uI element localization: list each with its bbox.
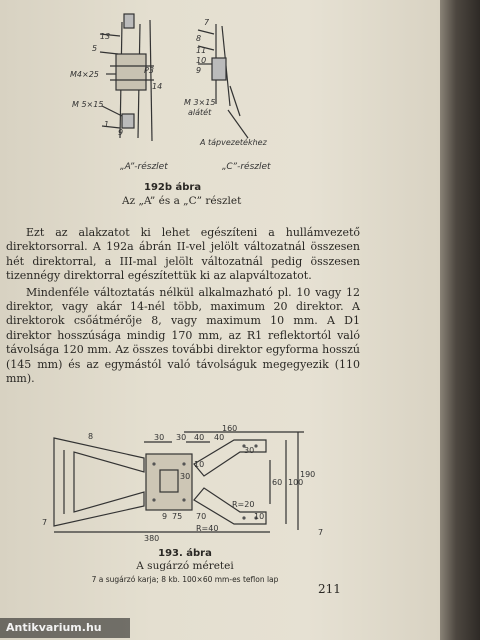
label-m4x25: M4×25 — [70, 70, 99, 79]
book-edge — [440, 0, 480, 640]
figure-193-drawing — [4, 420, 334, 540]
dim-75: 75 — [172, 512, 183, 521]
detail-c-label: „C”-részlet — [222, 162, 271, 172]
dim-30a: 30 — [154, 433, 165, 442]
dim-30b: 30 — [176, 433, 187, 442]
dim-r40: R=40 — [196, 524, 219, 533]
dim-30c: 30 — [180, 472, 191, 481]
figure-193-caption-title: 193. ábra — [158, 548, 212, 559]
figure-192b-caption-sub: Az „A” és a „C” részlet — [122, 195, 242, 207]
dim-10b: 10 — [254, 512, 265, 521]
label-p3: P3 — [144, 66, 154, 75]
label-m3x15: M 3×15 — [184, 98, 216, 107]
dim-30d: 30 — [244, 446, 255, 455]
label-11: 11 — [196, 46, 207, 55]
label-8: 8 — [196, 34, 202, 43]
dim-380: 380 — [144, 534, 160, 543]
label-7-left: 7 — [42, 518, 48, 527]
detail-a-label: „A”-részlet — [120, 162, 168, 172]
label-5: 5 — [92, 44, 98, 53]
dim-10a: 10 — [194, 460, 205, 469]
figure-193-caption — [60, 548, 310, 584]
dim-70: 70 — [196, 512, 207, 521]
label-7-right: 7 — [318, 528, 324, 537]
figure-192b-caption-title: 192b ábra — [144, 182, 202, 193]
watermark: Antikvarium.hu — [0, 618, 130, 638]
dim-190: 190 — [300, 470, 316, 479]
label-1: 1 — [104, 120, 110, 129]
dim-r20: R=20 — [232, 500, 255, 509]
label-9b: 9 — [196, 66, 202, 75]
label-8-fig193: 8 — [88, 432, 94, 441]
figure-193-caption-sub: A sugárzó méretei — [136, 560, 234, 572]
paragraph-1: Ezt az alakzatot ki lehet egészíteni a hullámvezető direktorsorral. A 192a ábrán II-vel jelölt változatnál összesen hét direktorral, a III-mal jelölt változatnál pedig összesen tizennégy direktorral egészítettük ki az alapváltozatot. — [6, 226, 360, 283]
dim-160: 160 — [222, 424, 238, 433]
label-13: 13 — [100, 32, 111, 41]
page-number: 211 — [318, 582, 341, 596]
label-alatet: alátét — [188, 108, 212, 117]
label-10: 10 — [196, 56, 207, 65]
label-m5x15: M 5×15 — [72, 100, 104, 109]
dim-100: 100 — [288, 478, 304, 487]
label-9a: 9 — [118, 128, 124, 137]
dim-9: 9 — [162, 512, 168, 521]
figure-192b-drawing — [80, 6, 310, 176]
dim-40a: 40 — [194, 433, 205, 442]
figure-193-caption-note: 7 a sugárzó karja; 8 kb. 100×60 mm-es teflon lap — [91, 575, 279, 584]
dim-60: 60 — [272, 478, 283, 487]
label-tapvezetek: A tápvezetékhez — [200, 138, 267, 147]
paragraph-2: Mindenféle változtatás nélkül alkalmazható pl. 10 vagy 12 direktor, vagy akár 14-nél több, maximum 20 direktor. A direktorok csőátmérője 8, vagy maximum 10 mm. A D1 direktor hosszúsága mindig 170 mm, az R1 reflektortól való távolsága 120 mm. Az összes további direktor egyforma hosszú (145 mm) és az egymástól való távolságuk megegyezik (110 mm). — [6, 285, 360, 386]
body-text — [6, 226, 360, 388]
dim-40b: 40 — [214, 433, 225, 442]
label-7: 7 — [204, 18, 210, 27]
label-14: 14 — [152, 82, 163, 91]
